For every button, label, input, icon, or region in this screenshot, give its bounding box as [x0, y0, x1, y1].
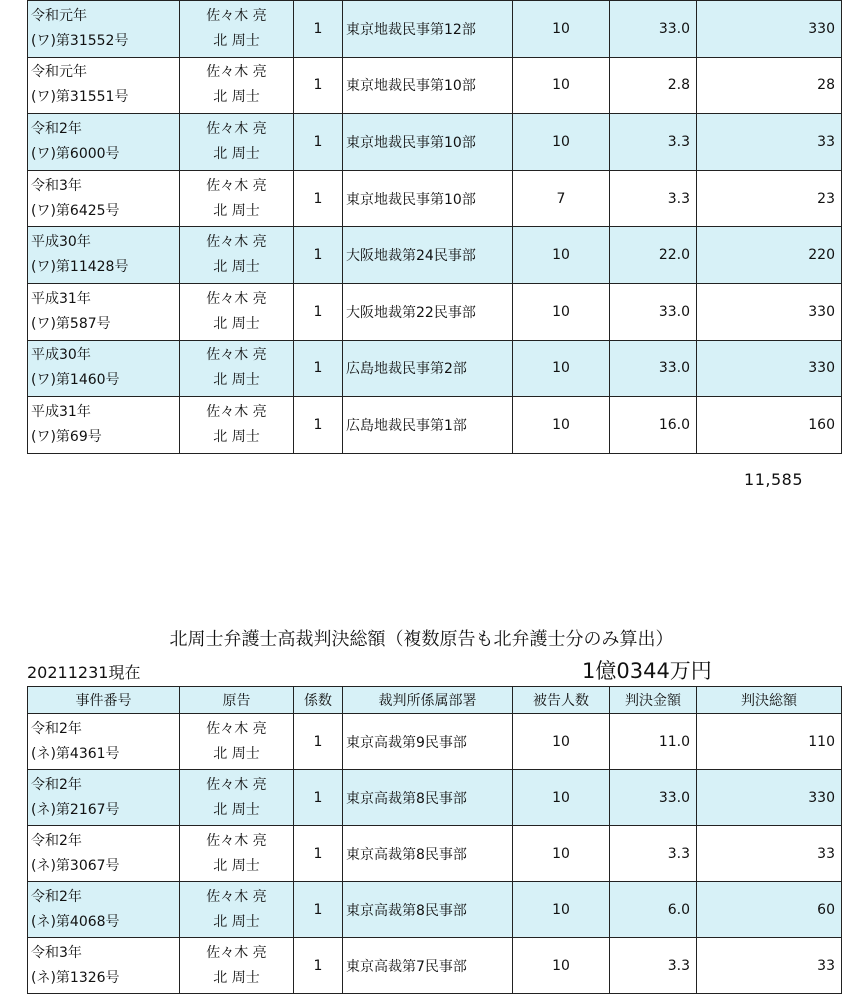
plaintiff-cell	[180, 397, 294, 454]
table-row	[28, 57, 842, 114]
case-number-cell	[28, 340, 180, 397]
judgment-amount-cell: 2.8	[610, 57, 697, 114]
judgment-amount-cell: 3.3	[610, 826, 697, 882]
defendant-count-cell: 10	[513, 227, 610, 284]
coefficient-cell: 1	[294, 114, 343, 171]
header-plaintiff: 原告	[180, 687, 294, 714]
judgment-total-cell: 160	[697, 397, 842, 454]
judgment-total-cell: 330	[697, 340, 842, 397]
header-judgment-amount: 判決金額	[610, 687, 697, 714]
case-era: 令和元年	[31, 7, 87, 24]
case-number: (ネ)第1326号	[31, 969, 120, 986]
case-era: 令和元年	[31, 64, 87, 81]
coefficient-cell: 1	[294, 170, 343, 227]
judgment-amount-cell: 33.0	[610, 1, 697, 58]
plaintiff-name: 佐々木 亮	[206, 120, 267, 137]
case-era: 令和2年	[31, 720, 82, 737]
case-number-cell	[28, 283, 180, 340]
table-row	[28, 826, 842, 882]
court-division-cell: 大阪地裁第24民事部	[343, 227, 513, 284]
case-number-cell	[28, 938, 180, 994]
case-number-cell	[28, 826, 180, 882]
plaintiff-name: 佐々木 亮	[206, 7, 267, 24]
plaintiff-name: 北 周士	[213, 315, 260, 332]
coefficient-cell: 1	[294, 397, 343, 454]
judgment-amount-cell: 3.3	[610, 170, 697, 227]
table-row	[28, 938, 842, 994]
header-coefficient: 係数	[294, 687, 343, 714]
coefficient-cell: 1	[294, 227, 343, 284]
court-division-cell: 東京高裁第7民事部	[343, 938, 513, 994]
case-number: (ワ)第11428号	[31, 259, 129, 276]
plaintiff-name: 北 周士	[213, 145, 260, 162]
case-era: 令和2年	[31, 832, 82, 849]
table-row	[28, 114, 842, 171]
plaintiff-cell	[180, 57, 294, 114]
judgment-amount-cell: 3.3	[610, 114, 697, 171]
table-row	[28, 1, 842, 58]
table-row	[28, 283, 842, 340]
plaintiff-name: 北 周士	[213, 801, 260, 818]
case-number: (ネ)第4068号	[31, 913, 120, 930]
case-era: 令和3年	[31, 177, 82, 194]
judgment-amount-cell: 6.0	[610, 882, 697, 938]
table-header-row	[28, 687, 842, 714]
case-era: 平成30年	[31, 234, 91, 251]
case-number-cell	[28, 57, 180, 114]
plaintiff-cell	[180, 170, 294, 227]
plaintiff-cell	[180, 340, 294, 397]
judgment-total-cell: 330	[697, 1, 842, 58]
defendant-count-cell: 10	[513, 714, 610, 770]
defendant-count-cell: 10	[513, 57, 610, 114]
plaintiff-name: 佐々木 亮	[206, 347, 267, 364]
coefficient-cell: 1	[294, 770, 343, 826]
judgment-amount-cell: 33.0	[610, 340, 697, 397]
plaintiff-name: 北 周士	[213, 32, 260, 49]
case-number-cell	[28, 114, 180, 171]
plaintiff-cell	[180, 1, 294, 58]
table-row	[28, 340, 842, 397]
defendant-count-cell: 10	[513, 283, 610, 340]
case-number-cell	[28, 397, 180, 454]
table-row	[28, 170, 842, 227]
plaintiff-name: 佐々木 亮	[206, 888, 267, 905]
defendant-count-cell: 10	[513, 770, 610, 826]
judgment-total-cell: 330	[697, 770, 842, 826]
court-division-cell: 東京高裁第8民事部	[343, 770, 513, 826]
judgment-total-cell: 33	[697, 826, 842, 882]
court-division-cell: 東京地裁民事第12部	[343, 1, 513, 58]
defendant-count-cell: 10	[513, 397, 610, 454]
plaintiff-name: 佐々木 亮	[206, 776, 267, 793]
table-row	[28, 227, 842, 284]
plaintiff-name: 佐々木 亮	[206, 177, 267, 194]
case-era: 平成30年	[31, 347, 91, 364]
defendant-count-cell: 10	[513, 114, 610, 171]
case-number-cell	[28, 882, 180, 938]
court-division-cell: 大阪地裁第22民事部	[343, 283, 513, 340]
table-2-body	[28, 714, 842, 994]
plaintiff-cell	[180, 826, 294, 882]
court-division-cell: 広島地裁民事第2部	[343, 340, 513, 397]
case-era: 令和2年	[31, 776, 82, 793]
plaintiff-cell	[180, 770, 294, 826]
plaintiff-cell	[180, 938, 294, 994]
plaintiff-name: 北 周士	[213, 913, 260, 930]
header-defendant-count: 被告人数	[513, 687, 610, 714]
high-court-sum: 1億0344万円	[582, 659, 712, 683]
judgment-total-cell: 33	[697, 938, 842, 994]
court-division-cell: 広島地裁民事第1部	[343, 397, 513, 454]
header-case-number: 事件番号	[28, 687, 180, 714]
plaintiff-cell	[180, 714, 294, 770]
case-number: (ネ)第4361号	[31, 745, 120, 762]
court-division-cell: 東京地裁民事第10部	[343, 170, 513, 227]
coefficient-cell: 1	[294, 340, 343, 397]
case-number: (ワ)第31552号	[31, 32, 129, 49]
plaintiff-name: 佐々木 亮	[206, 832, 267, 849]
plaintiff-name: 北 周士	[213, 89, 260, 106]
judgment-total-cell: 110	[697, 714, 842, 770]
table-row	[28, 397, 842, 454]
plaintiff-name: 北 周士	[213, 857, 260, 874]
case-number: (ワ)第6425号	[31, 202, 120, 219]
plaintiff-name: 佐々木 亮	[206, 234, 267, 251]
plaintiff-cell	[180, 283, 294, 340]
court-division-cell: 東京高裁第9民事部	[343, 714, 513, 770]
district-grand-total: 11,585	[744, 470, 803, 489]
judgment-total-cell: 28	[697, 57, 842, 114]
court-division-cell: 東京地裁民事第10部	[343, 114, 513, 171]
case-number: (ネ)第3067号	[31, 857, 120, 874]
coefficient-cell: 1	[294, 938, 343, 994]
judgment-amount-cell: 11.0	[610, 714, 697, 770]
plaintiff-name: 北 周士	[213, 428, 260, 445]
court-division-cell: 東京高裁第8民事部	[343, 826, 513, 882]
table-1-body	[28, 1, 842, 454]
judgment-amount-cell: 33.0	[610, 770, 697, 826]
header-court-division: 裁判所係属部署	[343, 687, 513, 714]
plaintiff-name: 佐々木 亮	[206, 944, 267, 961]
plaintiff-cell	[180, 227, 294, 284]
judgment-total-cell: 60	[697, 882, 842, 938]
judgment-amount-cell: 33.0	[610, 283, 697, 340]
header-judgment-total: 判決総額	[697, 687, 842, 714]
plaintiff-cell	[180, 882, 294, 938]
judgment-amount-cell: 22.0	[610, 227, 697, 284]
judgment-total-cell: 33	[697, 114, 842, 171]
coefficient-cell: 1	[294, 882, 343, 938]
case-era: 平成31年	[31, 290, 91, 307]
judgment-amount-cell: 3.3	[610, 938, 697, 994]
table-row	[28, 770, 842, 826]
plaintiff-name: 北 周士	[213, 372, 260, 389]
judgment-total-cell: 23	[697, 170, 842, 227]
table-row	[28, 714, 842, 770]
defendant-count-cell: 10	[513, 938, 610, 994]
table-row	[28, 882, 842, 938]
court-division-cell: 東京地裁民事第10部	[343, 57, 513, 114]
case-number: (ワ)第6000号	[31, 145, 120, 162]
case-number-cell	[28, 714, 180, 770]
plaintiff-name: 北 周士	[213, 969, 260, 986]
coefficient-cell: 1	[294, 283, 343, 340]
case-number-cell	[28, 1, 180, 58]
coefficient-cell: 1	[294, 826, 343, 882]
court-division-cell: 東京高裁第8民事部	[343, 882, 513, 938]
plaintiff-name: 北 周士	[213, 202, 260, 219]
coefficient-cell: 1	[294, 57, 343, 114]
judgment-total-cell: 220	[697, 227, 842, 284]
case-era: 平成31年	[31, 403, 91, 420]
coefficient-cell: 1	[294, 714, 343, 770]
defendant-count-cell: 10	[513, 826, 610, 882]
high-court-judgment-table	[27, 686, 842, 994]
case-era: 令和2年	[31, 888, 82, 905]
case-era: 令和3年	[31, 944, 82, 961]
plaintiff-name: 佐々木 亮	[206, 720, 267, 737]
case-number: (ワ)第587号	[31, 315, 111, 332]
coefficient-cell: 1	[294, 1, 343, 58]
high-court-section-title: 北周士弁護士高裁判決総額（複数原告も北弁護士分のみ算出）	[169, 629, 674, 650]
plaintiff-name: 北 周士	[213, 745, 260, 762]
case-era: 令和2年	[31, 120, 82, 137]
defendant-count-cell: 7	[513, 170, 610, 227]
plaintiff-cell	[180, 114, 294, 171]
case-number: (ワ)第1460号	[31, 372, 120, 389]
as-of-date: 20211231現在	[27, 663, 141, 682]
defendant-count-cell: 10	[513, 1, 610, 58]
plaintiff-name: 佐々木 亮	[206, 290, 267, 307]
plaintiff-name: 佐々木 亮	[206, 64, 267, 81]
case-number: (ワ)第31551号	[31, 89, 129, 106]
defendant-count-cell: 10	[513, 882, 610, 938]
case-number-cell	[28, 770, 180, 826]
case-number-cell	[28, 170, 180, 227]
defendant-count-cell: 10	[513, 340, 610, 397]
judgment-total-cell: 330	[697, 283, 842, 340]
case-number: (ワ)第69号	[31, 428, 102, 445]
district-court-judgment-table	[27, 0, 842, 454]
plaintiff-name: 佐々木 亮	[206, 403, 267, 420]
plaintiff-name: 北 周士	[213, 259, 260, 276]
case-number-cell	[28, 227, 180, 284]
judgment-amount-cell: 16.0	[610, 397, 697, 454]
case-number: (ネ)第2167号	[31, 801, 120, 818]
